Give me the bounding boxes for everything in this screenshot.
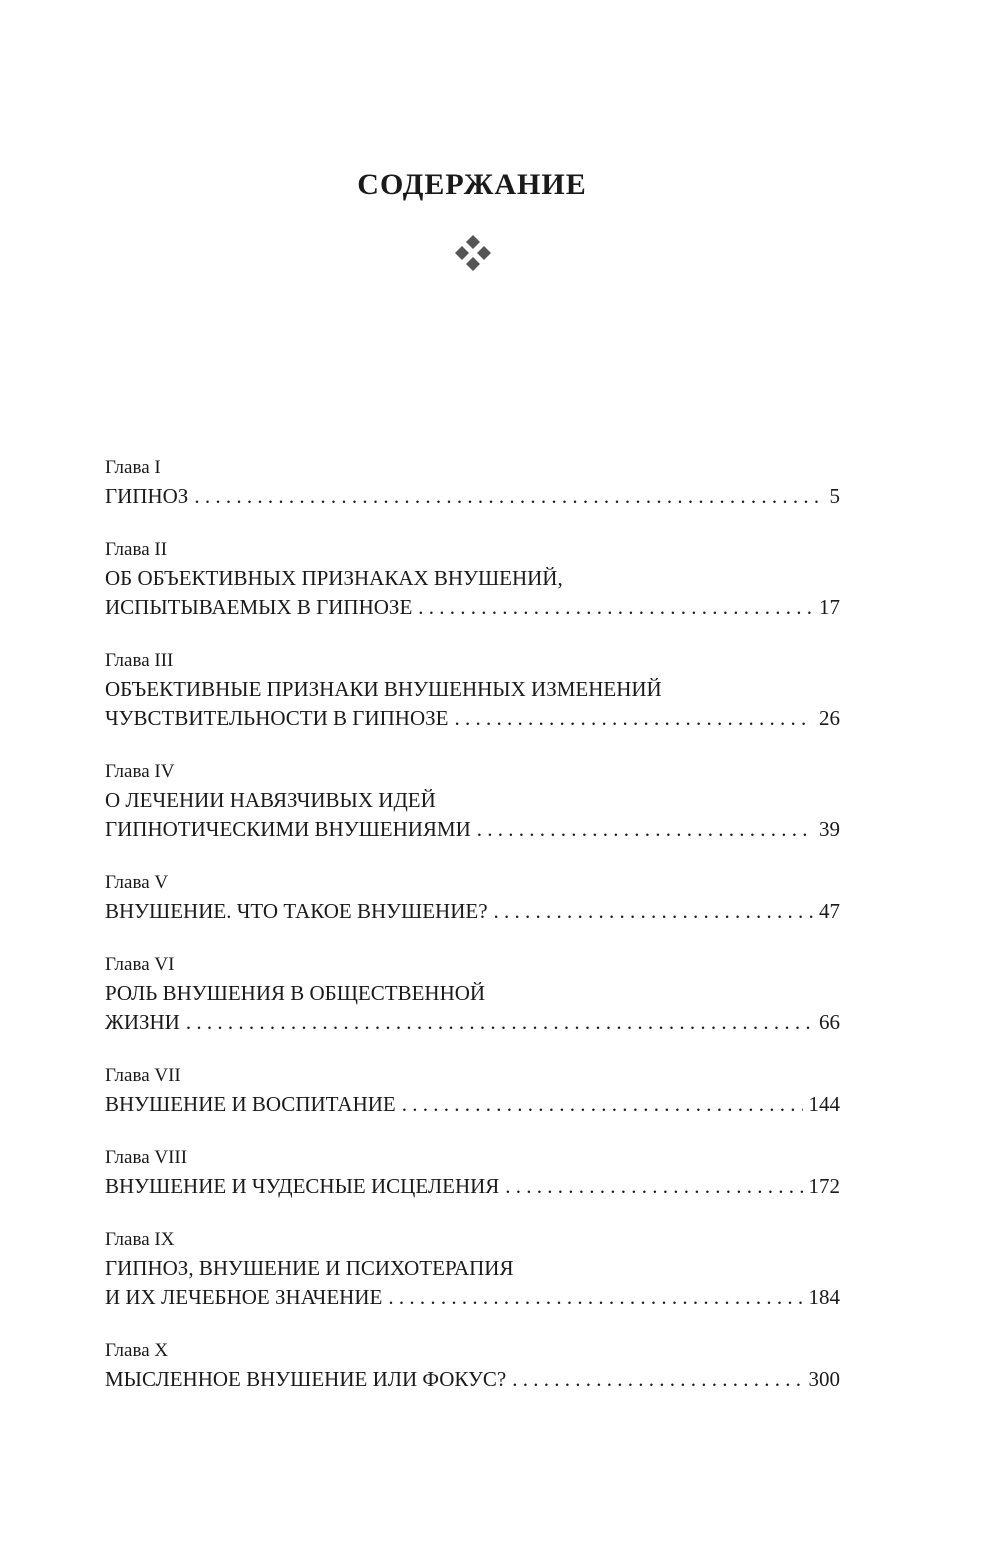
page-number: 5 [829,484,840,508]
chapter-label: Глава III [105,650,174,671]
page-number: 144 [808,1092,840,1116]
chapter-title-text: ГИПНОТИЧЕСКИМИ ВНУШЕНИЯМИ [105,817,471,841]
chapter-title-text: ВНУШЕНИЕ. ЧТО ТАКОЕ ВНУШЕНИЕ? [105,899,488,923]
chapter-title-last-line [105,1172,840,1201]
chapter-title-last-line [105,1090,840,1119]
chapter-title-last-line [105,482,840,511]
chapter-label: Глава I [105,457,161,478]
chapter-title-text: ВНУШЕНИЕ И ЧУДЕСНЫЕ ИСЦЕЛЕНИЯ [105,1174,500,1198]
page-number: 39 [819,817,840,841]
page-number: 300 [808,1367,840,1391]
chapter-title-text: ЖИЗНИ [105,1010,180,1034]
table-of-contents [105,453,840,1418]
chapter-label: Глава V [105,872,169,893]
chapter-label: Глава X [105,1340,169,1361]
chapter-title-text: ИСПЫТЫВАЕМЫХ В ГИПНОЗЕ [105,595,413,619]
chapter-title-line: ОБЪЕКТИВНЫЕ ПРИЗНАКИ ВНУШЕННЫХ ИЗМЕНЕНИЙ [105,677,662,701]
chapter-title-last-line [105,593,840,622]
dot-leader [388,1283,802,1312]
chapter-title-line: ГИПНОЗ, ВНУШЕНИЕ И ПСИХОТЕРАПИЯ [105,1256,514,1280]
toc-entry[interactable] [105,950,840,1037]
toc-entry[interactable] [105,646,840,733]
dot-leader [505,1172,802,1201]
page-number: 172 [808,1174,840,1198]
page-number: 26 [819,706,840,730]
chapter-title-last-line [105,897,840,926]
chapter-title-last-line [105,704,840,733]
chapter-title-text: ВНУШЕНИЕ И ВОСПИТАНИЕ [105,1092,396,1116]
dot-leader [512,1365,802,1394]
chapter-title-text: И ИХ ЛЕЧЕБНОЕ ЗНАЧЕНИЕ [105,1285,383,1309]
chapter-title-last-line [105,1283,840,1312]
dot-leader [194,482,823,511]
chapter-title-text: МЫСЛЕННОЕ ВНУШЕНИЕ ИЛИ ФОКУС? [105,1367,507,1391]
chapter-title-line: О ЛЕЧЕНИИ НАВЯЗЧИВЫХ ИДЕЙ [105,788,436,812]
chapter-label: Глава VII [105,1065,181,1086]
page-number: 47 [819,899,840,923]
chapter-title-line: ОБ ОБЪЕКТИВНЫХ ПРИЗНАКАХ ВНУШЕНИЙ, [105,566,563,590]
dot-leader [418,593,813,622]
toc-entry[interactable] [105,453,840,511]
dot-leader [454,704,813,733]
page-number: 66 [819,1010,840,1034]
toc-entry[interactable] [105,1336,840,1394]
chapter-title-text: ГИПНОЗ [105,484,189,508]
dot-leader [186,1008,813,1037]
chapter-label: Глава IX [105,1229,175,1250]
page-number: 184 [808,1285,840,1309]
chapter-label: Глава II [105,539,168,560]
toc-entry[interactable] [105,535,840,622]
page-title: СОДЕРЖАНИЕ [357,168,587,201]
chapter-label: Глава VI [105,954,175,975]
chapter-title-last-line [105,1008,840,1037]
chapter-title-line: РОЛЬ ВНУШЕНИЯ В ОБЩЕСТВЕННОЙ [105,981,486,1005]
dot-leader [402,1090,803,1119]
chapter-label: Глава VIII [105,1147,188,1168]
toc-entry[interactable] [105,1143,840,1201]
chapter-title-text: ЧУВСТВИТЕЛЬНОСТИ В ГИПНОЗЕ [105,706,449,730]
chapter-label: Глава IV [105,761,175,782]
dot-leader [494,897,813,926]
toc-entry[interactable] [105,1061,840,1119]
four-diamond-ornament-icon [453,233,493,273]
chapter-title-last-line [105,1365,840,1394]
chapter-title-last-line [105,815,840,844]
dot-leader [477,815,813,844]
toc-entry[interactable] [105,868,840,926]
page-number: 17 [819,595,840,619]
toc-entry[interactable] [105,1225,840,1312]
toc-entry[interactable] [105,757,840,844]
